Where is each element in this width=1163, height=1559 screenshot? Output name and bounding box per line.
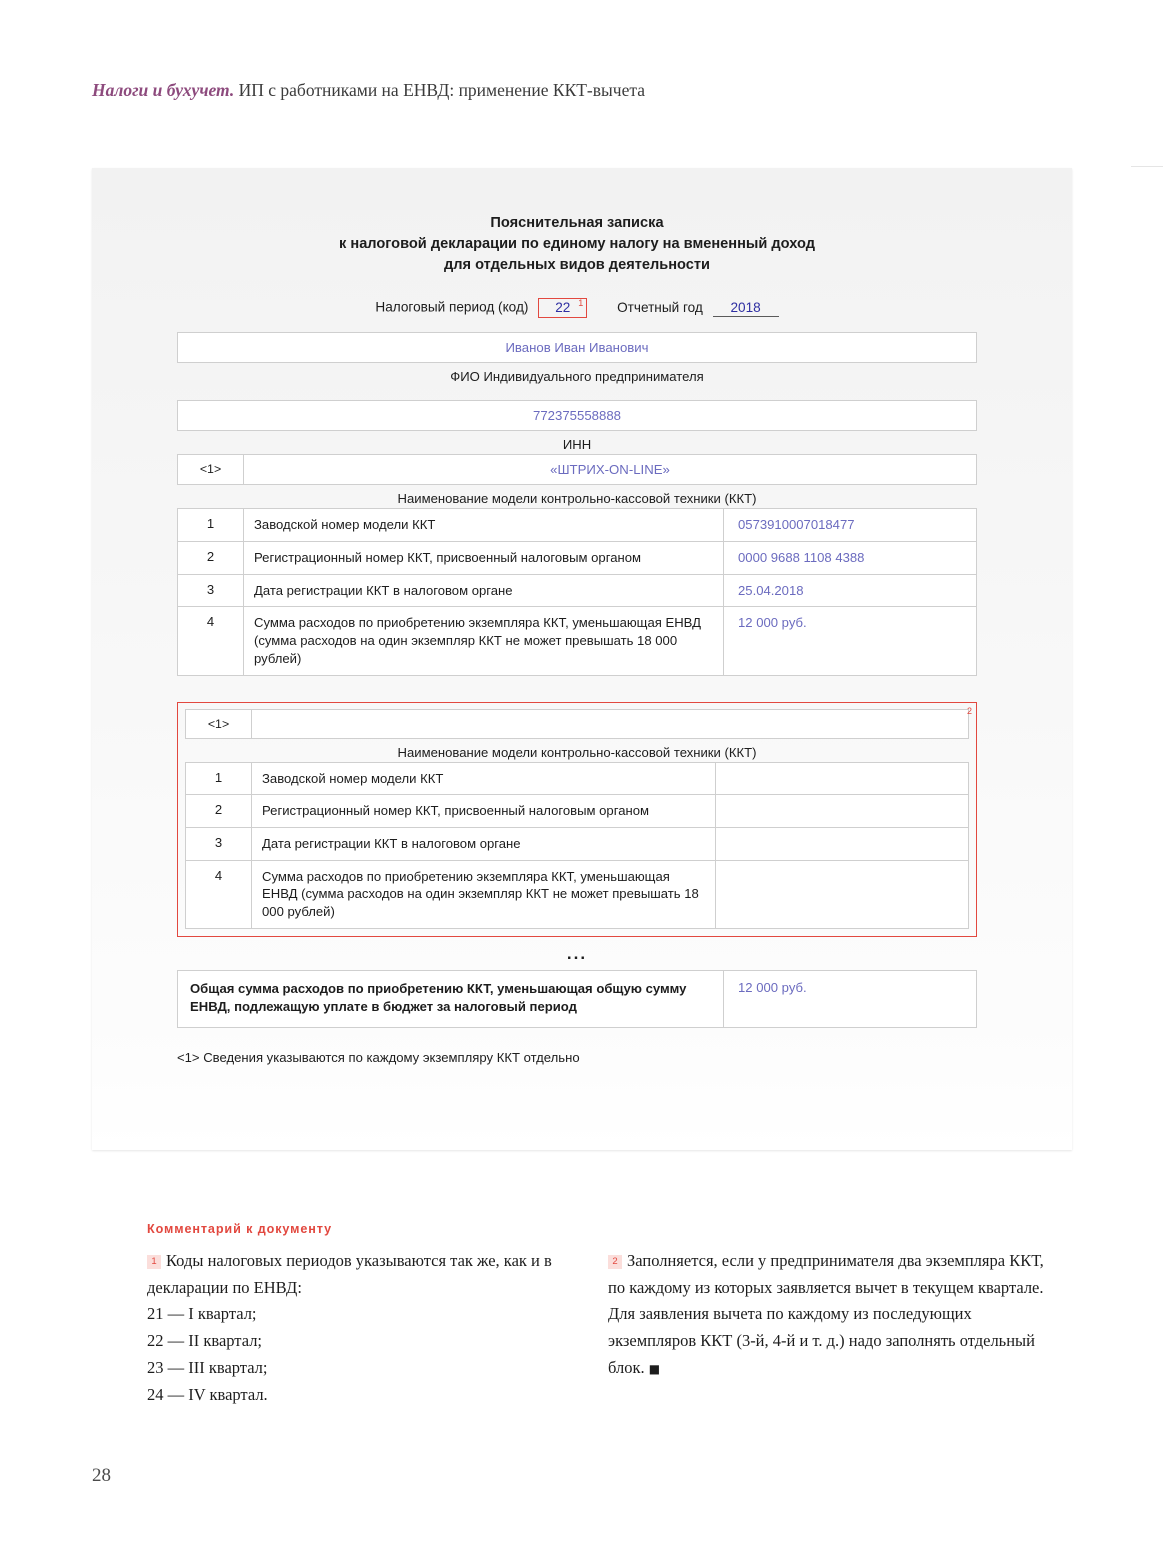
document-title bbox=[177, 213, 977, 276]
row-number: 3 bbox=[178, 575, 244, 607]
row-value[interactable]: 0573910007018477 bbox=[738, 517, 855, 533]
page-header bbox=[92, 80, 1072, 101]
row-label: Заводской номер модели ККТ bbox=[244, 509, 724, 541]
comment-left-list-item: 23 — III квартал; bbox=[147, 1357, 268, 1377]
row-number: 4 bbox=[186, 861, 252, 928]
row-number: 2 bbox=[186, 795, 252, 827]
table-row bbox=[177, 508, 977, 542]
kkt-block-2-mark: <1> bbox=[186, 710, 252, 738]
row-label: Дата регистрации ККТ в налоговом органе bbox=[244, 575, 724, 607]
publication-brand: Налоги и бухучет. bbox=[92, 80, 235, 100]
period-label: Налоговый период (код) bbox=[375, 300, 529, 316]
end-of-article-square-icon: ■ bbox=[648, 1361, 661, 1376]
comment-right-text-2: Для заявления вычета по каждому из последующих экземпляров ККТ (3-й, 4-й и т. д.) надо заполнять отдельный блок. bbox=[608, 1304, 1035, 1377]
comment-right-text-1: Заполняется, если у предпринимателя два экземпляра ККТ, по каждому из которых заявляется вычет в текущем квартале. bbox=[608, 1251, 1044, 1297]
row-label: Регистрационный номер ККТ, присвоенный налоговым органом bbox=[244, 542, 724, 574]
report-year-label: Отчетный год bbox=[617, 299, 703, 315]
comment-section-title: Комментарий к документу bbox=[147, 1222, 333, 1236]
row-label: Сумма расходов по приобретению экземпляра ККТ, уменьшающая ЕНВД (сумма расходов на один экземпляр ККТ не может превышать 18 000 рублей) bbox=[244, 607, 724, 674]
inn-caption: ИНН bbox=[562, 437, 592, 453]
kkt-block-2-model-caption: Наименование модели контрольно-кассовой техники (ККТ) bbox=[397, 744, 757, 760]
row-value[interactable] bbox=[716, 795, 968, 827]
article-title: ИП с работниками на ЕНВД: применение ККТ-вычета bbox=[238, 80, 645, 100]
row-value[interactable]: 12 000 руб. bbox=[738, 615, 807, 631]
footnote-marker-2: 2 bbox=[966, 705, 972, 716]
report-year-value: 2018 bbox=[713, 300, 779, 317]
document-footnote: <1> Сведения указываются по каждому экземпляру ККТ отдельно bbox=[177, 1049, 580, 1065]
kkt-block-1 bbox=[177, 454, 977, 675]
continuation-ellipsis: ... bbox=[566, 943, 588, 963]
period-row bbox=[177, 298, 977, 318]
row-number: 4 bbox=[178, 607, 244, 674]
row-label: Заводской номер модели ККТ bbox=[252, 763, 716, 795]
kkt-block-1-model-caption: Наименование модели контрольно-кассовой техники (ККТ) bbox=[397, 491, 757, 507]
document-body bbox=[177, 213, 977, 1065]
table-row bbox=[185, 861, 969, 929]
table-row bbox=[185, 762, 969, 796]
row-number: 3 bbox=[186, 828, 252, 860]
inn-value: 772375558888 bbox=[532, 408, 621, 424]
document-facsimile bbox=[92, 168, 1072, 1150]
comment-left-text: Коды налоговых периодов указываются так же, как и в декларации по ЕНВД: bbox=[147, 1251, 552, 1297]
kkt-block-1-model-name[interactable]: «ШТРИХ-ON-LINE» bbox=[550, 462, 670, 478]
period-code-value: 22 bbox=[555, 300, 571, 316]
kkt-block-1-mark: <1> bbox=[178, 455, 244, 484]
row-number: 1 bbox=[186, 763, 252, 795]
row-number: 2 bbox=[178, 542, 244, 574]
kkt-block-2 bbox=[177, 702, 977, 937]
row-value[interactable]: 25.04.2018 bbox=[738, 582, 804, 598]
fio-field[interactable] bbox=[177, 332, 977, 363]
table-row bbox=[177, 542, 977, 575]
document-title-line-1: Пояснительная записка bbox=[490, 215, 664, 231]
comment-left-list-item: 24 — IV квартал. bbox=[147, 1384, 268, 1404]
row-value[interactable]: 0000 9688 1108 4388 bbox=[738, 550, 865, 566]
fio-caption: ФИО Индивидуального предпринимателя bbox=[450, 369, 704, 385]
row-number: 1 bbox=[178, 509, 244, 541]
footnote-marker-1: 1 bbox=[578, 298, 584, 309]
comment-column-left bbox=[147, 1248, 575, 1408]
comment-marker-1: 1 bbox=[147, 1255, 161, 1269]
row-value[interactable] bbox=[716, 828, 968, 860]
kkt-block-2-model-name[interactable] bbox=[252, 710, 968, 738]
table-row bbox=[177, 607, 977, 675]
page-number: 28 bbox=[92, 1465, 111, 1486]
document-title-line-2: к налоговой декларации по единому налогу на вмененный доход bbox=[339, 236, 815, 253]
total-label: Общая сумма расходов по приобретению ККТ, уменьшающая общую сумму ЕНВД, подлежащую уплате в бюджет за налоговый период bbox=[178, 971, 724, 1027]
row-label: Дата регистрации ККТ в налоговом органе bbox=[252, 828, 716, 860]
document-title-line-3: для отдельных видов деятельности bbox=[443, 257, 710, 274]
total-value[interactable]: 12 000 руб. bbox=[738, 979, 807, 995]
table-row bbox=[177, 575, 977, 608]
kkt-block-1-model-row bbox=[177, 454, 977, 485]
fio-value: Иванов Иван Иванович bbox=[505, 340, 649, 356]
row-value[interactable] bbox=[716, 763, 968, 795]
report-year-field[interactable] bbox=[617, 300, 779, 317]
table-row bbox=[185, 795, 969, 828]
comment-marker-2: 2 bbox=[608, 1255, 622, 1269]
total-row bbox=[177, 970, 977, 1028]
comment-column-right bbox=[608, 1248, 1046, 1382]
row-label: Регистрационный номер ККТ, присвоенный налоговым органом bbox=[252, 795, 716, 827]
kkt-block-2-model-row bbox=[185, 709, 969, 739]
table-row bbox=[185, 828, 969, 861]
row-label: Сумма расходов по приобретению экземпляра ККТ, уменьшающая ЕНВД (сумма расходов на один экземпляр ККТ не может превышать 18 000 рублей) bbox=[252, 861, 716, 928]
inn-field[interactable] bbox=[177, 400, 977, 431]
period-code-field[interactable] bbox=[538, 298, 587, 318]
comment-left-list-item: 21 — I квартал; bbox=[147, 1304, 257, 1324]
row-value[interactable] bbox=[716, 861, 968, 928]
page-edge-rule bbox=[1131, 166, 1163, 167]
comment-left-list-item: 22 — II квартал; bbox=[147, 1331, 263, 1351]
